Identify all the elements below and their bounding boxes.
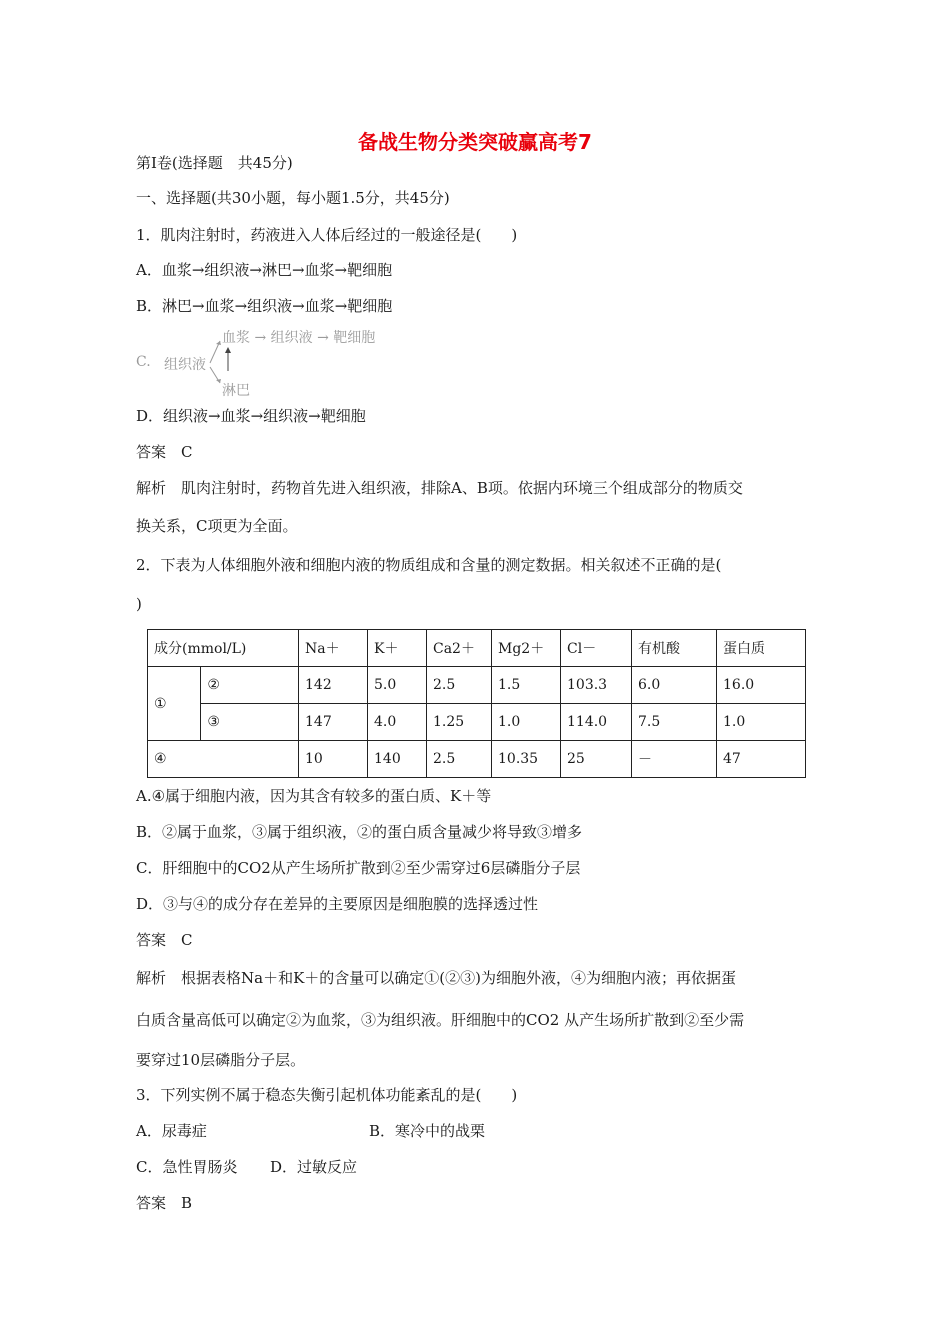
q1-option-d: D．组织液→血浆→组织液→靶细胞	[136, 407, 366, 425]
q2-stem-line-1: 2．下表为人体细胞外液和细胞内液的物质组成和含量的测定数据。相关叙述不正确的是(	[136, 556, 722, 574]
q3-answer: 答案 B	[136, 1194, 193, 1212]
table-cell: 147	[299, 704, 368, 741]
q2-analysis-line-1: 解析 根据表格Na＋和K＋的含量可以确定①(②③)为细胞外液，④为细胞内液；再依据蛋	[136, 969, 736, 987]
table-header-cell: Na＋	[299, 630, 368, 667]
table-header-cell: 蛋白质	[717, 630, 806, 667]
table-header-cell: K＋	[368, 630, 427, 667]
table-cell: 142	[299, 667, 368, 704]
table-header-row	[148, 630, 806, 667]
table-cell: 10	[299, 741, 368, 778]
table-cell: 1.25	[427, 704, 492, 741]
table-cell: 1.5	[492, 667, 561, 704]
table-cell: 6.0	[632, 667, 717, 704]
diagram-top-path: 血浆 → 组织液 → 靶细胞	[222, 330, 376, 346]
table-row-label: ③	[201, 704, 299, 741]
table-cell: 4.0	[368, 704, 427, 741]
table-header-cell: Mg2＋	[492, 630, 561, 667]
q3-option-d: D．过敏反应	[270, 1158, 358, 1176]
table-header-cell: 有机酸	[632, 630, 717, 667]
table-cell: 2.5	[427, 667, 492, 704]
q2-option-d: D．③与④的成分存在差异的主要原因是细胞膜的选择透过性	[136, 895, 539, 913]
q2-analysis-line-2: 白质含量高低可以确定②为血浆，③为组织液。肝细胞中的CO2 从产生场所扩散到②至少需	[136, 1011, 745, 1029]
q1-option-c-diagram	[136, 325, 436, 400]
q2-stem-line-2: )	[136, 595, 142, 613]
q3-stem: 3．下列实例不属于稳态失衡引起机体功能紊乱的是( )	[136, 1086, 518, 1104]
section-header: 第Ⅰ卷(选择题 共45分)	[136, 154, 293, 172]
table-cell: 114.0	[561, 704, 632, 741]
diagram-node-tissue-fluid: 组织液	[164, 357, 206, 373]
q2-analysis-line-3: 要穿过10层磷脂分子层。	[136, 1051, 306, 1069]
q2-option-a: A.④属于细胞内液，因为其含有较多的蛋白质、K＋等	[136, 787, 492, 805]
table-cell: 7.5	[632, 704, 717, 741]
table-cell: 1.0	[717, 704, 806, 741]
q1-answer: 答案 C	[136, 443, 193, 461]
q1-stem: 1．肌肉注射时，药液进入人体后经过的一般途径是( )	[136, 226, 518, 244]
table-cell: 5.0	[368, 667, 427, 704]
q2-option-b: B．②属于血浆，③属于组织液，②的蛋白质含量减少将导致③增多	[136, 823, 583, 841]
q1-analysis-line-1: 解析 肌肉注射时，药物首先进入组织液，排除A、B项。依据内环境三个组成部分的物质交	[136, 479, 743, 497]
table-cell: －	[632, 741, 717, 778]
q3-option-c: C．急性胃肠炎	[136, 1158, 238, 1176]
table-header-cell: Cl－	[561, 630, 632, 667]
q1-option-a: A．血浆→组织液→淋巴→血浆→靶细胞	[136, 261, 393, 279]
q2-option-c: C．肝细胞中的CO2从产生场所扩散到②至少需穿过6层磷脂分子层	[136, 859, 581, 877]
table-cell: 47	[717, 741, 806, 778]
table-header-cell: Ca2＋	[427, 630, 492, 667]
table-row-label: ④	[148, 741, 299, 778]
table-cell: 25	[561, 741, 632, 778]
q3-option-b: B．寒冷中的战栗	[369, 1122, 486, 1140]
table-cell: 16.0	[717, 667, 806, 704]
table-row-label: ②	[201, 667, 299, 704]
table-cell: 2.5	[427, 741, 492, 778]
diagram-node-lymph: 淋巴	[222, 383, 250, 399]
part-header: 一、选择题(共30小题，每小题1.5分，共45分)	[136, 189, 450, 207]
q1-option-b: B．淋巴→血浆→组织液→血浆→靶细胞	[136, 297, 393, 315]
table-cell: 1.0	[492, 704, 561, 741]
table-row	[148, 667, 806, 704]
q2-answer: 答案 C	[136, 931, 193, 949]
table-header-cell: 成分(mmol/L)	[148, 630, 299, 667]
table-cell: 140	[368, 741, 427, 778]
table-cell: 103.3	[561, 667, 632, 704]
document-title: 备战生物分类突破赢高考7	[358, 130, 592, 154]
composition-table	[147, 629, 806, 778]
table-row	[148, 704, 806, 741]
table-group-label: ①	[148, 667, 201, 741]
q3-option-a: A．尿毒症	[136, 1122, 207, 1140]
table-row	[148, 741, 806, 778]
q1-option-c-label: C.	[136, 354, 151, 370]
table-cell: 10.35	[492, 741, 561, 778]
q1-analysis-line-2: 换关系，C项更为全面。	[136, 517, 298, 535]
